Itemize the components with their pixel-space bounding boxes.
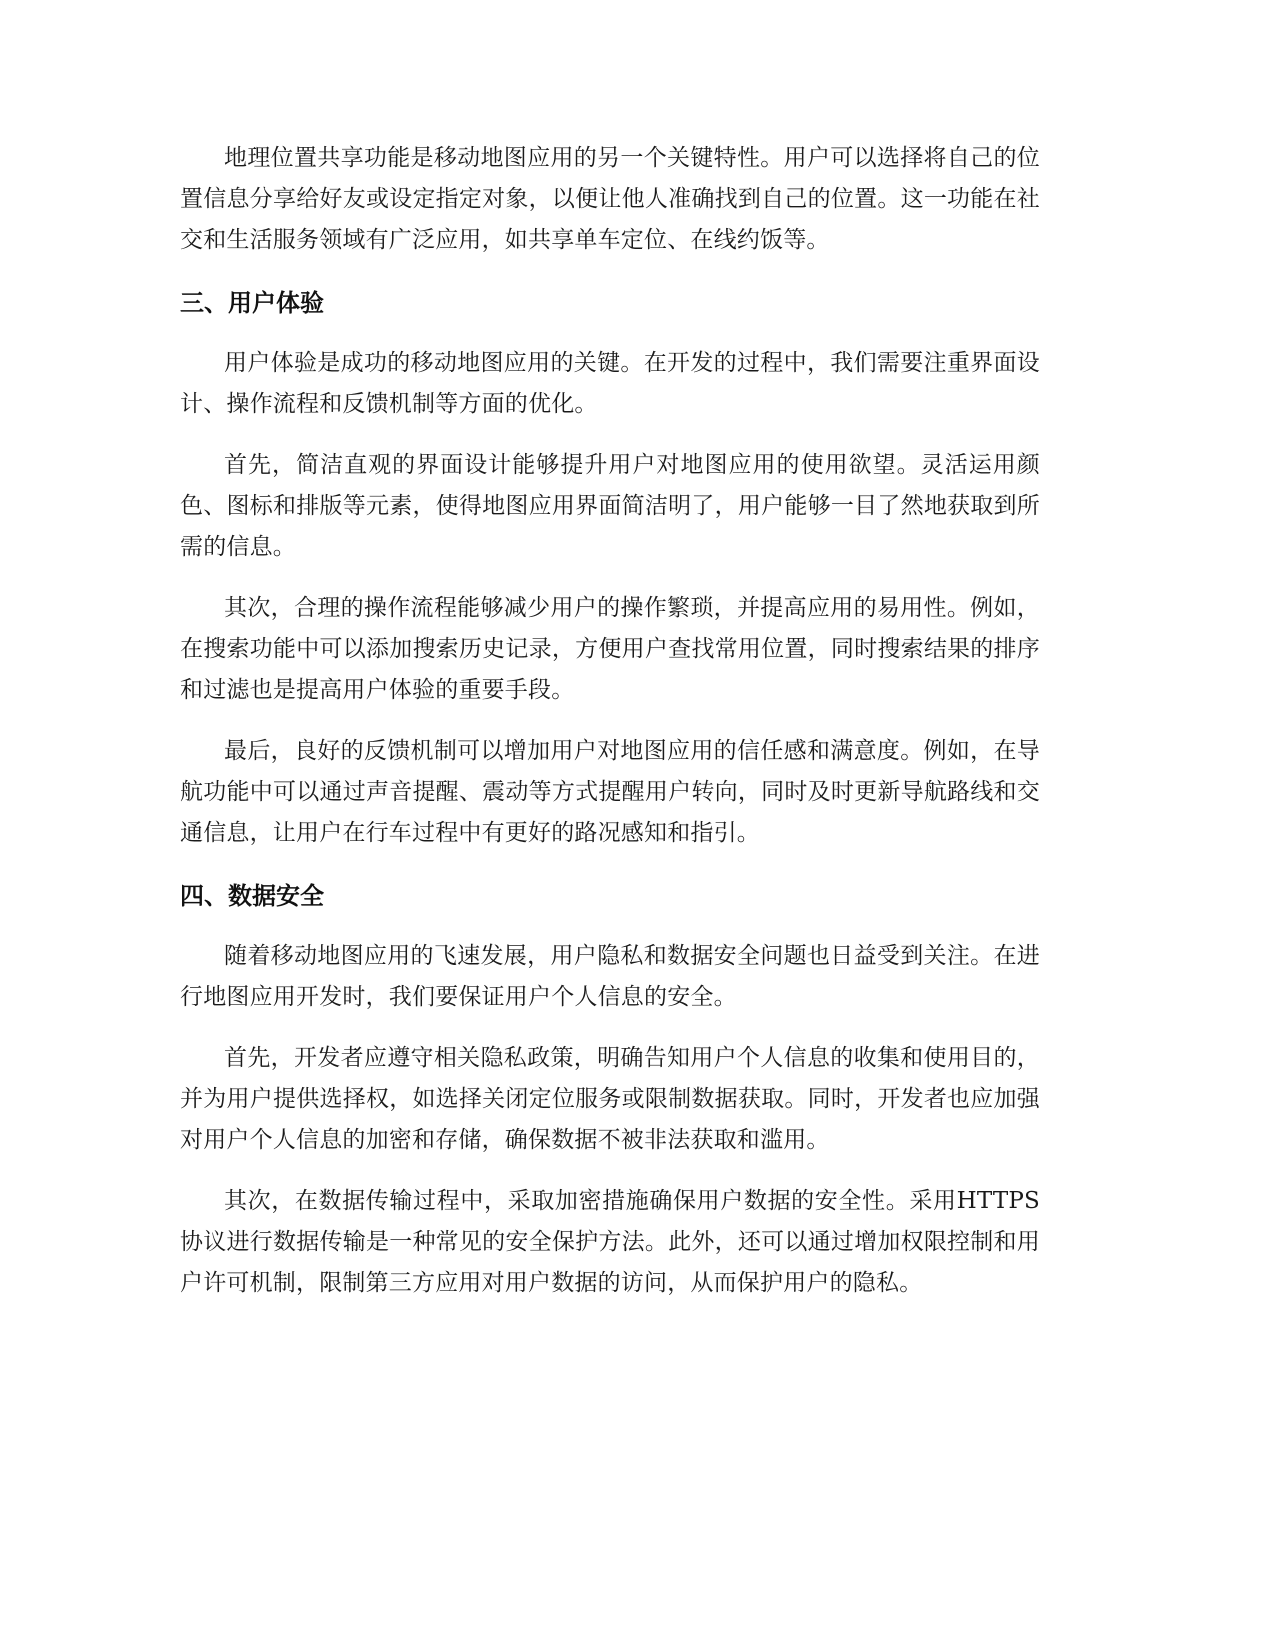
paragraph-ux-feedback: 最后，良好的反馈机制可以增加用户对地图应用的信任感和满意度。例如，在导航功能中可以通过声音提醒、震动等方式提醒用户转向，同时及时更新导航路线和交通信息，让用户在行车过程中有更好的路况感知和指引。 <box>180 738 1040 846</box>
paragraph-ux-workflow: 其次，合理的操作流程能够减少用户的操作繁琐，并提高应用的易用性。例如，在搜索功能中可以添加搜索历史记录，方便用户查找常用位置，同时搜索结果的排序和过滤也是提高用户体验的重要手段。 <box>180 595 1040 703</box>
paragraph-security-intro: 随着移动地图应用的飞速发展，用户隐私和数据安全问题也日益受到关注。在进行地图应用开发时，我们要保证用户个人信息的安全。 <box>180 943 1040 1010</box>
section-heading-data-security: 四、数据安全 <box>180 882 324 910</box>
paragraph-security-transmission: 其次，在数据传输过程中，采取加密措施确保用户数据的安全性。采用HTTPS 协议进行数据传输是一种常见的安全保护方法。此外，还可以通过增加权限控制和用户许可机制，限制第三方应用对用户数据的访问，从而保护用户的隐私。 <box>180 1188 1040 1296</box>
paragraph-ux-interface: 首先，简洁直观的界面设计能够提升用户对地图应用的使用欲望。灵活运用颜色、图标和排版等元素，使得地图应用界面简洁明了，用户能够一目了然地获取到所需的信息。 <box>180 452 1040 560</box>
paragraph-location-sharing: 地理位置共享功能是移动地图应用的另一个关键特性。用户可以选择将自己的位置信息分享给好友或设定指定对象，以便让他人准确找到自己的位置。这一功能在社交和生活服务领域有广泛应用，如共享单车定位、在线约饭等。 <box>180 145 1040 253</box>
paragraph-ux-intro: 用户体验是成功的移动地图应用的关键。在开发的过程中，我们需要注重界面设计、操作流程和反馈机制等方面的优化。 <box>180 350 1040 417</box>
section-heading-user-experience: 三、用户体验 <box>180 289 324 317</box>
paragraph-security-privacy-policy: 首先，开发者应遵守相关隐私政策，明确告知用户个人信息的收集和使用目的，并为用户提供选择权，如选择关闭定位服务或限制数据获取。同时，开发者也应加强对用户个人信息的加密和存储，确保数据不被非法获取和滥用。 <box>180 1045 1040 1153</box>
document-page <box>180 138 1040 1304</box>
